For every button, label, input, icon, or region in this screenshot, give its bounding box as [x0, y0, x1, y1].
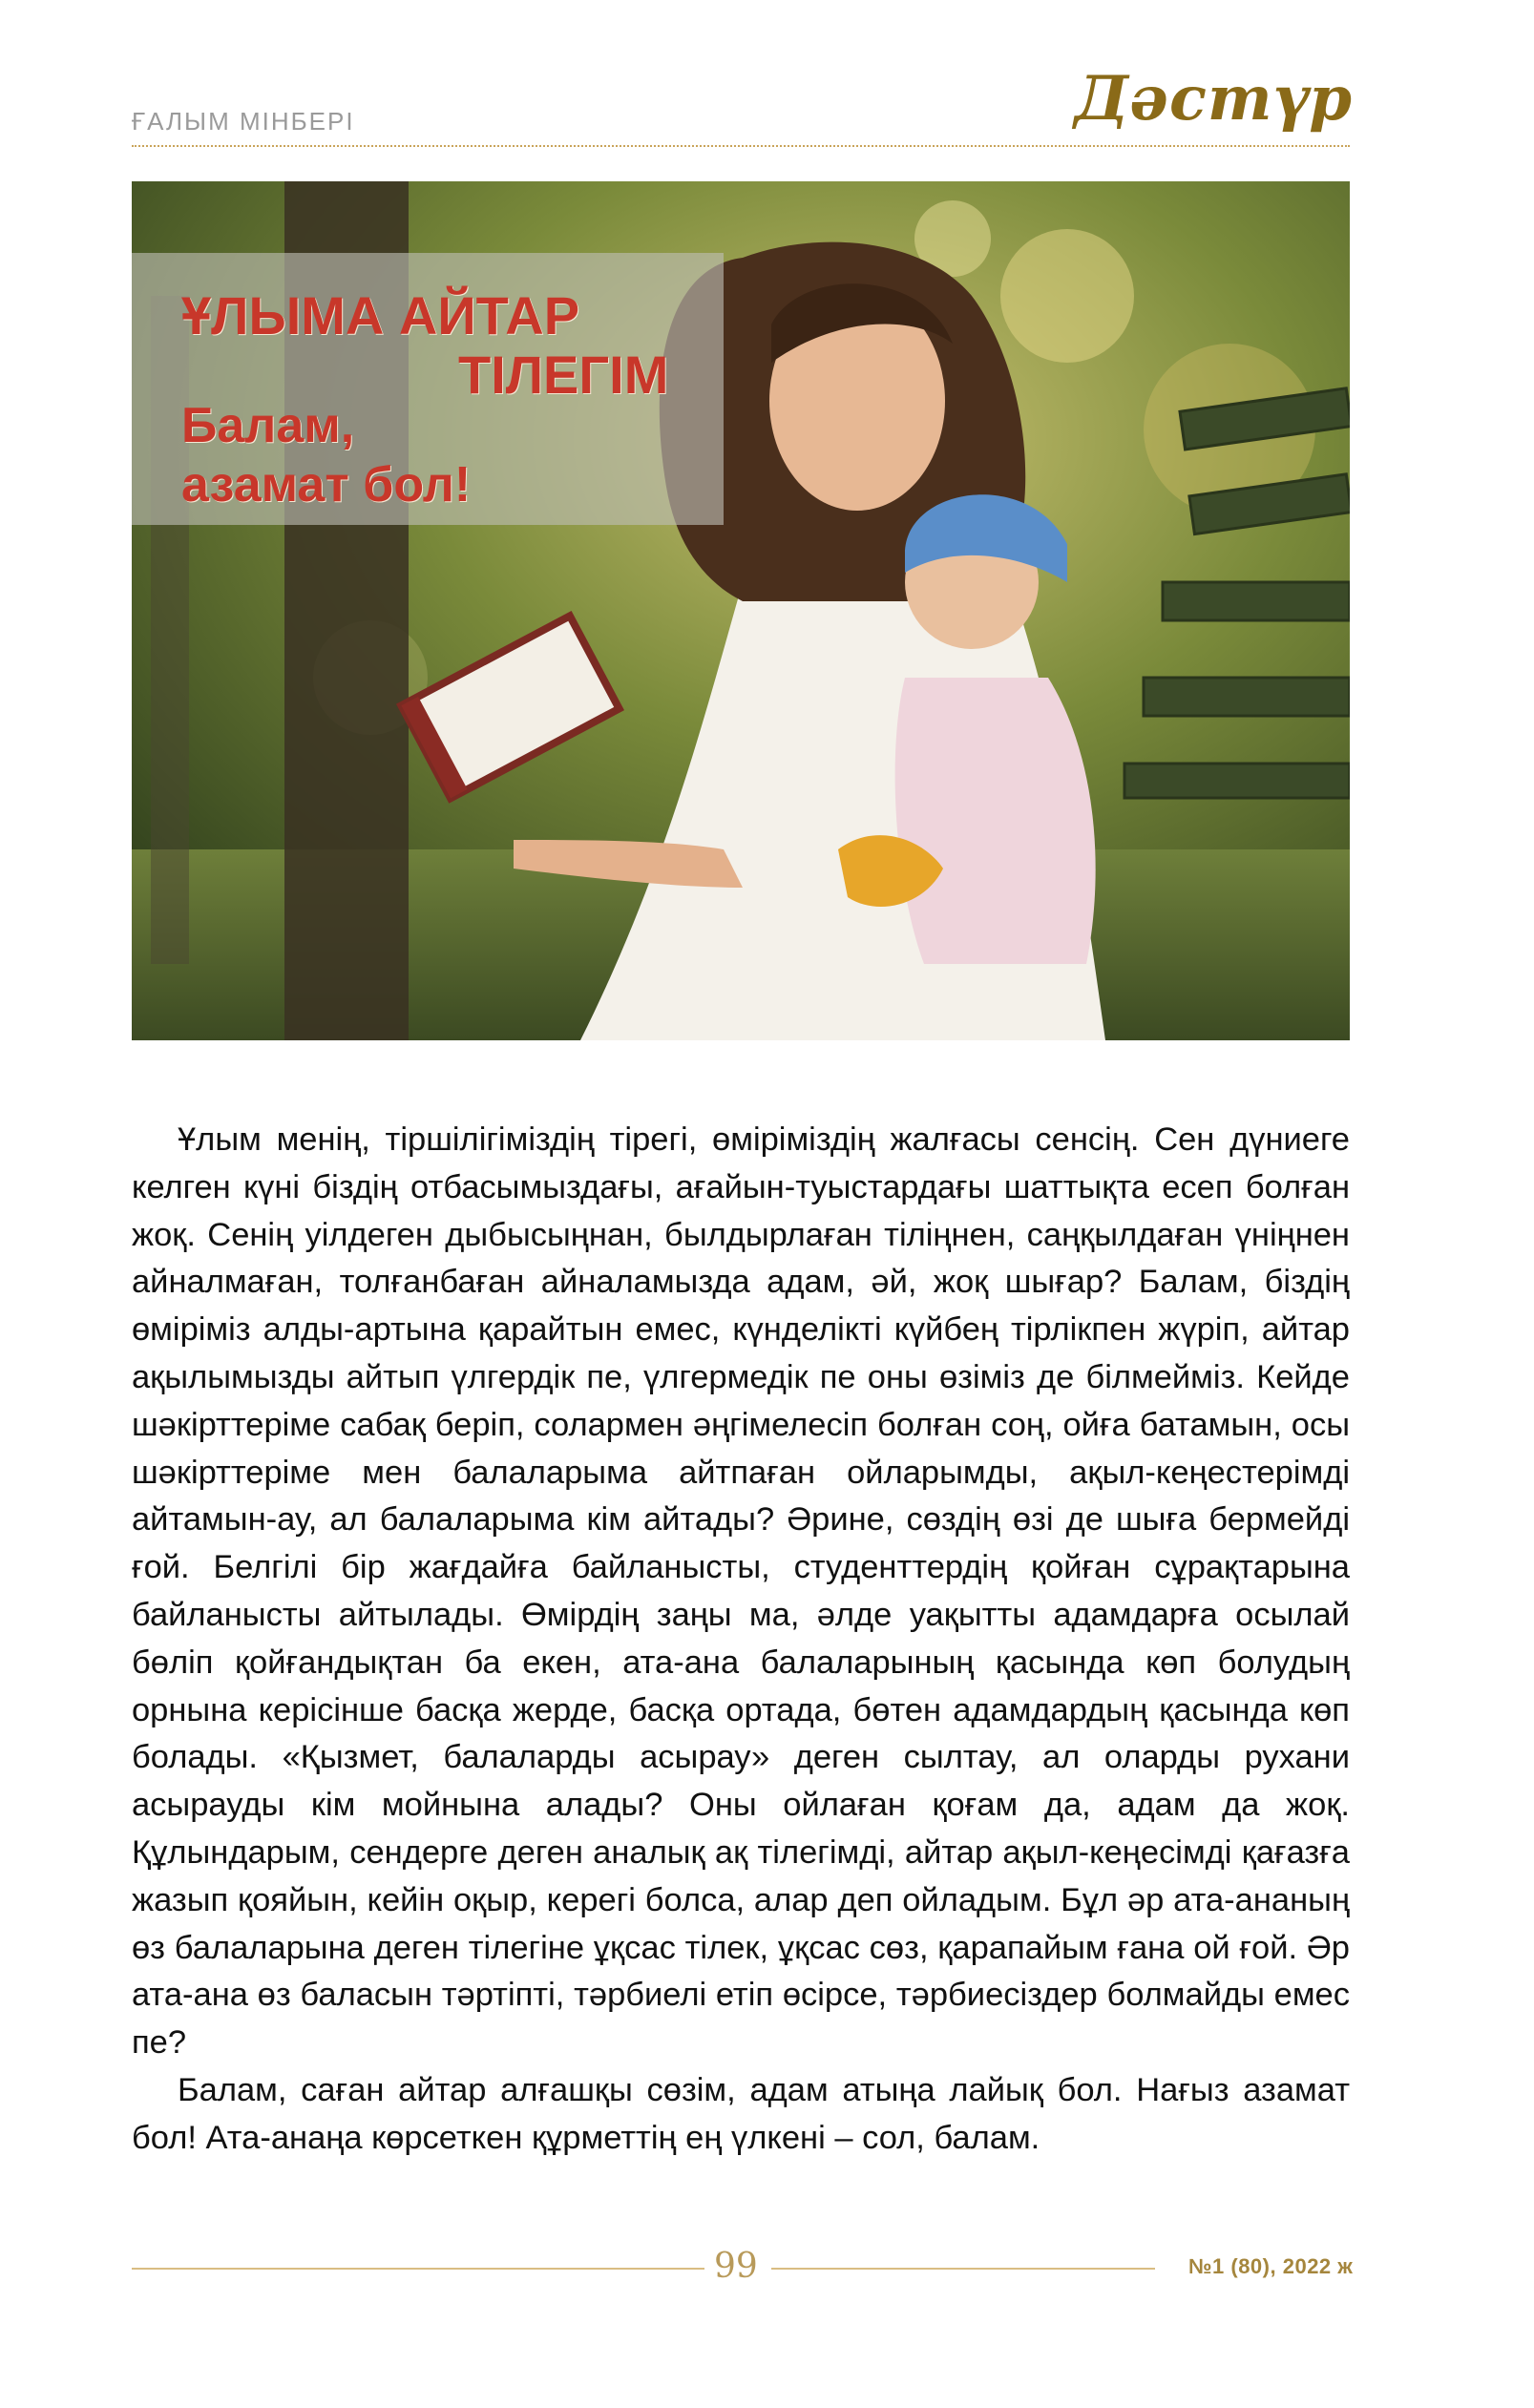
article-subtitle-line1: Балам, — [181, 398, 355, 453]
header-divider — [132, 145, 1350, 147]
article-subtitle-line2: азамат бол! — [181, 457, 472, 513]
article-photo — [132, 181, 1350, 1040]
section-title: ҒАЛЫМ МІНБЕРІ — [132, 107, 355, 136]
issue-label: №1 (80), 2022 ж — [1188, 2254, 1354, 2278]
article-title — [181, 286, 668, 405]
article-subtitle — [181, 396, 471, 514]
article-paragraph-2: Балам, саған айтар алғашқы сөзім, адам атыңа лайық бол. Нағыз азамат бол! Ата-анаңа көрсеткен құрметтің ең үлкені – сол, балам. — [132, 2071, 1350, 2156]
article-paragraph-1: Ұлым менің, тіршілігіміздің тірегі, өміріміздің жалғасы сенсің. Сен дүниеге келген күні біздің отбасымыздағы, ағайын-туыстардағы шаттықта есеп болған жоқ. Сенің уілдеген дыбысыңнан, былдырлаған тіліңнен, саңқылдаған үніңнен айналмаған, толғанбаған айналамызда адам, әй, жоқ шығар? Балам, біздің өміріміз алды-артына қарайтын емес, күнделікті күйбең тірлікпен жүріп, айтар ақылымызды айтып үлгердік пе, үлгермедік пе оны өзіміз де білмейміз. Кейде шәкірттеріме сабақ беріп, солармен әңгімелесіп болған соң, ойға батамын, осы шәкірттеріме мен балаларыма айтпаған ойларымды, ақыл-кеңестерімді айтамын-ау, ал балаларыма кім айтады? Әрине, сөздің өзі де шыға бермейді ғой. Белгілі бір жағдайға байланысты, студенттердің қойған сұрақтарына байланысты айтылады. Өмірдің заңы ма, әлде уақытты адамдарға осылай бөліп қойғандықтан ба екен, ата-ана балаларының қасында көп болудың орнына керісінше басқа жерде, басқа ортада, бөтен адамдардың қасында көп болады. «Қызмет, балаларды асырау» деген сылтау, ал оларды рухани асырауды кім мойнына алады? Оны ойлаған қоғам да, адам да жоқ. Құлындарым, сендерге деген аналық ақ тілегімді, айтар ақыл-кеңесімді қағазға жазып қояйын, кейін оқыр, керегі болса, алар деп ойладым. Бұл әр ата-ананың өз балаларына деген тілегіне ұқсас тілек, ұқсас сөз, қарапайым ғана ой ғой. Әр ата-ана өз баласын тәртіпті, тәрбиелі етіп өсірсе, тәрбиесіздер болмайды емес пе? — [132, 1121, 1350, 2062]
article-title-line2: ТІЛЕГІМ — [458, 345, 669, 405]
page-number: 99 — [714, 2247, 758, 2286]
footer-divider-left — [132, 2268, 704, 2270]
article-body — [132, 1117, 1350, 2163]
article-title-line1: ҰЛЫМА АЙТАР — [181, 285, 580, 345]
footer-divider-right — [771, 2268, 1155, 2270]
magazine-logo: Дәстүр — [1074, 63, 1353, 135]
